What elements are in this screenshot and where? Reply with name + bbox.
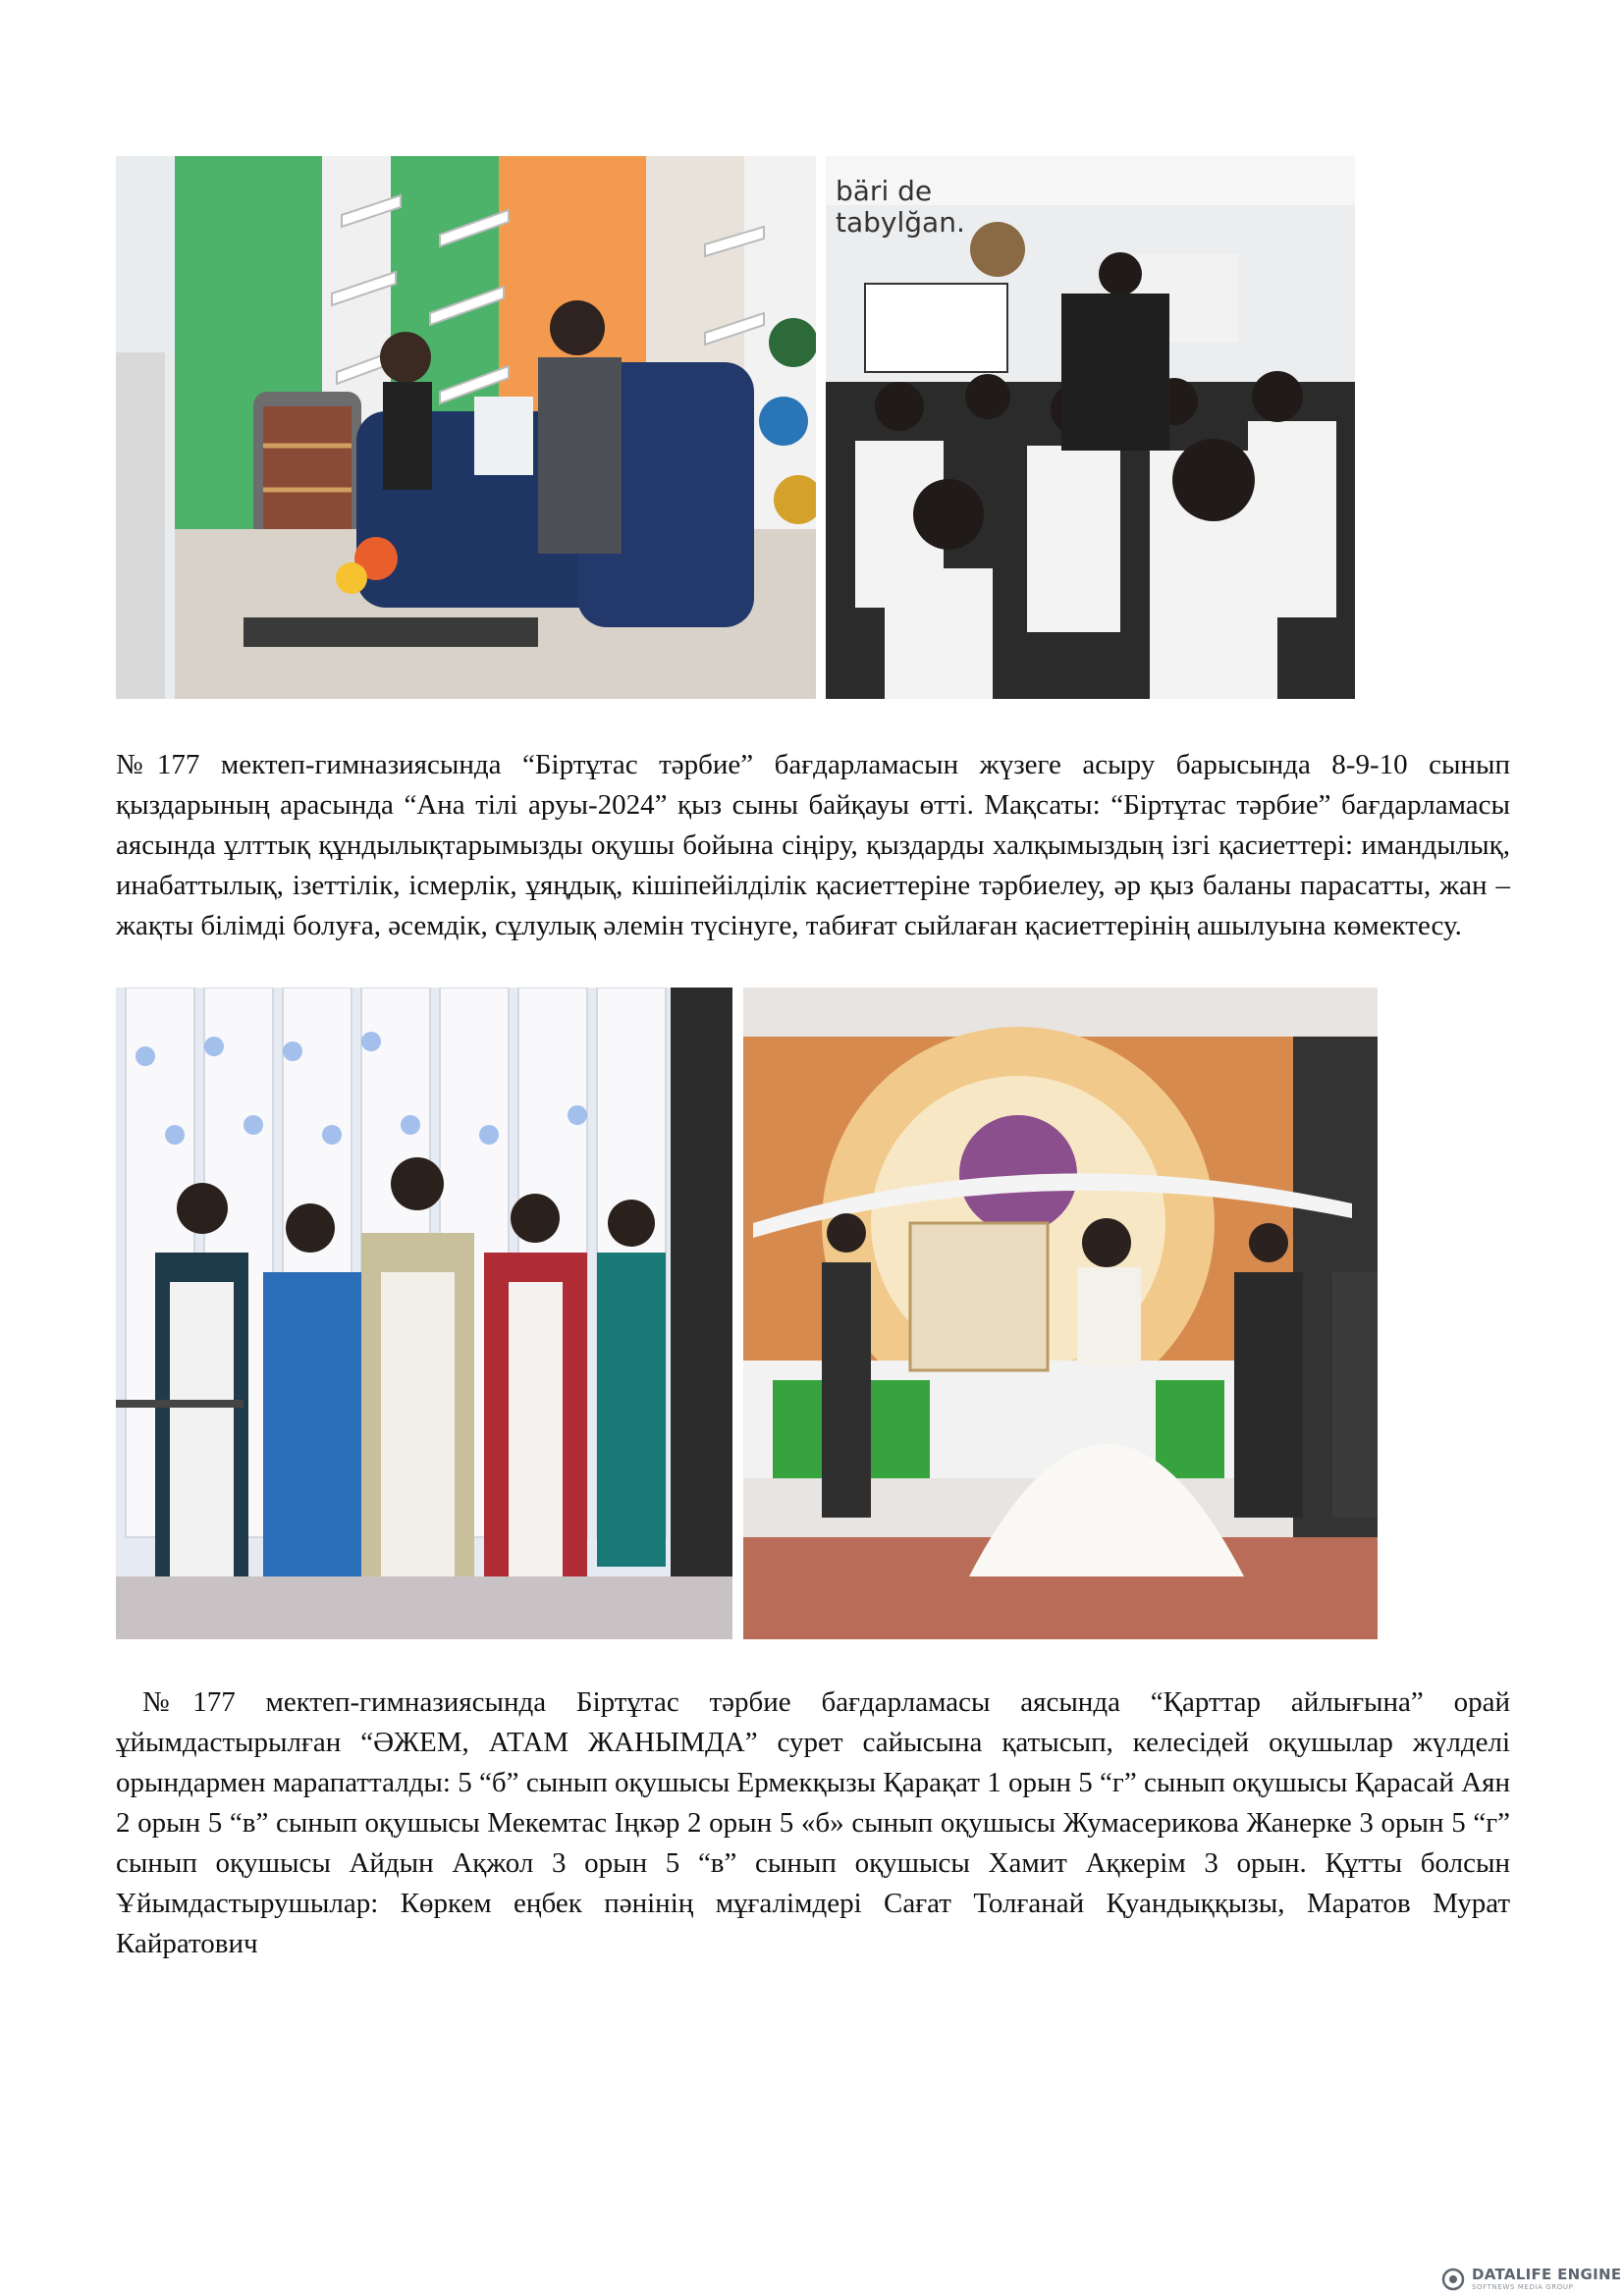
stage-performance-photo (743, 988, 1378, 1639)
watermark-title: DATALIFE ENGINE (1472, 2266, 1622, 2283)
datalife-engine-logo-icon (1441, 2268, 1465, 2291)
event-description-paragraph: №177 мектеп-гимназиясында “Біртұтас тәрбие” бағдарламасын жүзеге асыру барысында 8-9-10 сынып қыздарының арасында “Ана тілі аруы-2024” қыз сыны байқауы өтті. Мақсаты: “Біртұтас тәрбие” бағдарламасы аясында ұлттық құндылықтарымызды оқушы бойына сіңіру, қыздарды халқымыздың ізгі қасиеттері: имандылық, инабаттылық, ізеттілік, ісмерлік, ұяңдық, кішіпейілділік қасиеттеріне тәрбиелеу, әр қыз баланы парасатты, жан – жақты білімді болуға, әсемдік, сұлулық әлемін түсінуге, табиғат сыйлаған қасиеттерінің ашылуына көмектесу. (116, 749, 1510, 941)
national-costume-girls-photo (116, 988, 732, 1639)
drawing-contest-paragraph: №177 мектеп-гимназиясында Біртұтас тәрбие бағдарламасы аясында “Қарттар айлығына” орай ұйымдастырылған “ӘЖЕМ, АТАМ ЖАНЫМДА” сурет сайысына қатысып, келесідей оқушылар жүлделі орындармен марапатталды: 5 “б” сынып оқушысы Ермекқызы Қарақат 1 орын 5 “г” сынып оқушысы Қарасай Аян 2 орын 5 “в” сынып оқушысы Мекемтас Іңкәр 2 орын 5 «б» сынып оқушысы Жумасерикова Жанерке 3 орын 5 “г” сынып оқушысы Айдын Ақжол 3 орын 5 “в” сынып оқушысы Хамит Ақкерім 3 орын. Құтты болсын Ұйымдастырушылар: Көркем еңбек пәнінің мұғалімдері Сағат Толғанай Қуандыққызы, Маратов Мурат Кайратович (116, 1686, 1510, 1959)
students-audience-photo (826, 156, 1355, 699)
wall-slogan-text: bäri de tabylğan. (836, 175, 965, 239)
library-reading-photo (116, 156, 816, 699)
datalife-engine-watermark (1441, 2266, 1621, 2293)
watermark-subtitle: SOFTNEWS MEDIA GROUP (1472, 2283, 1574, 2291)
